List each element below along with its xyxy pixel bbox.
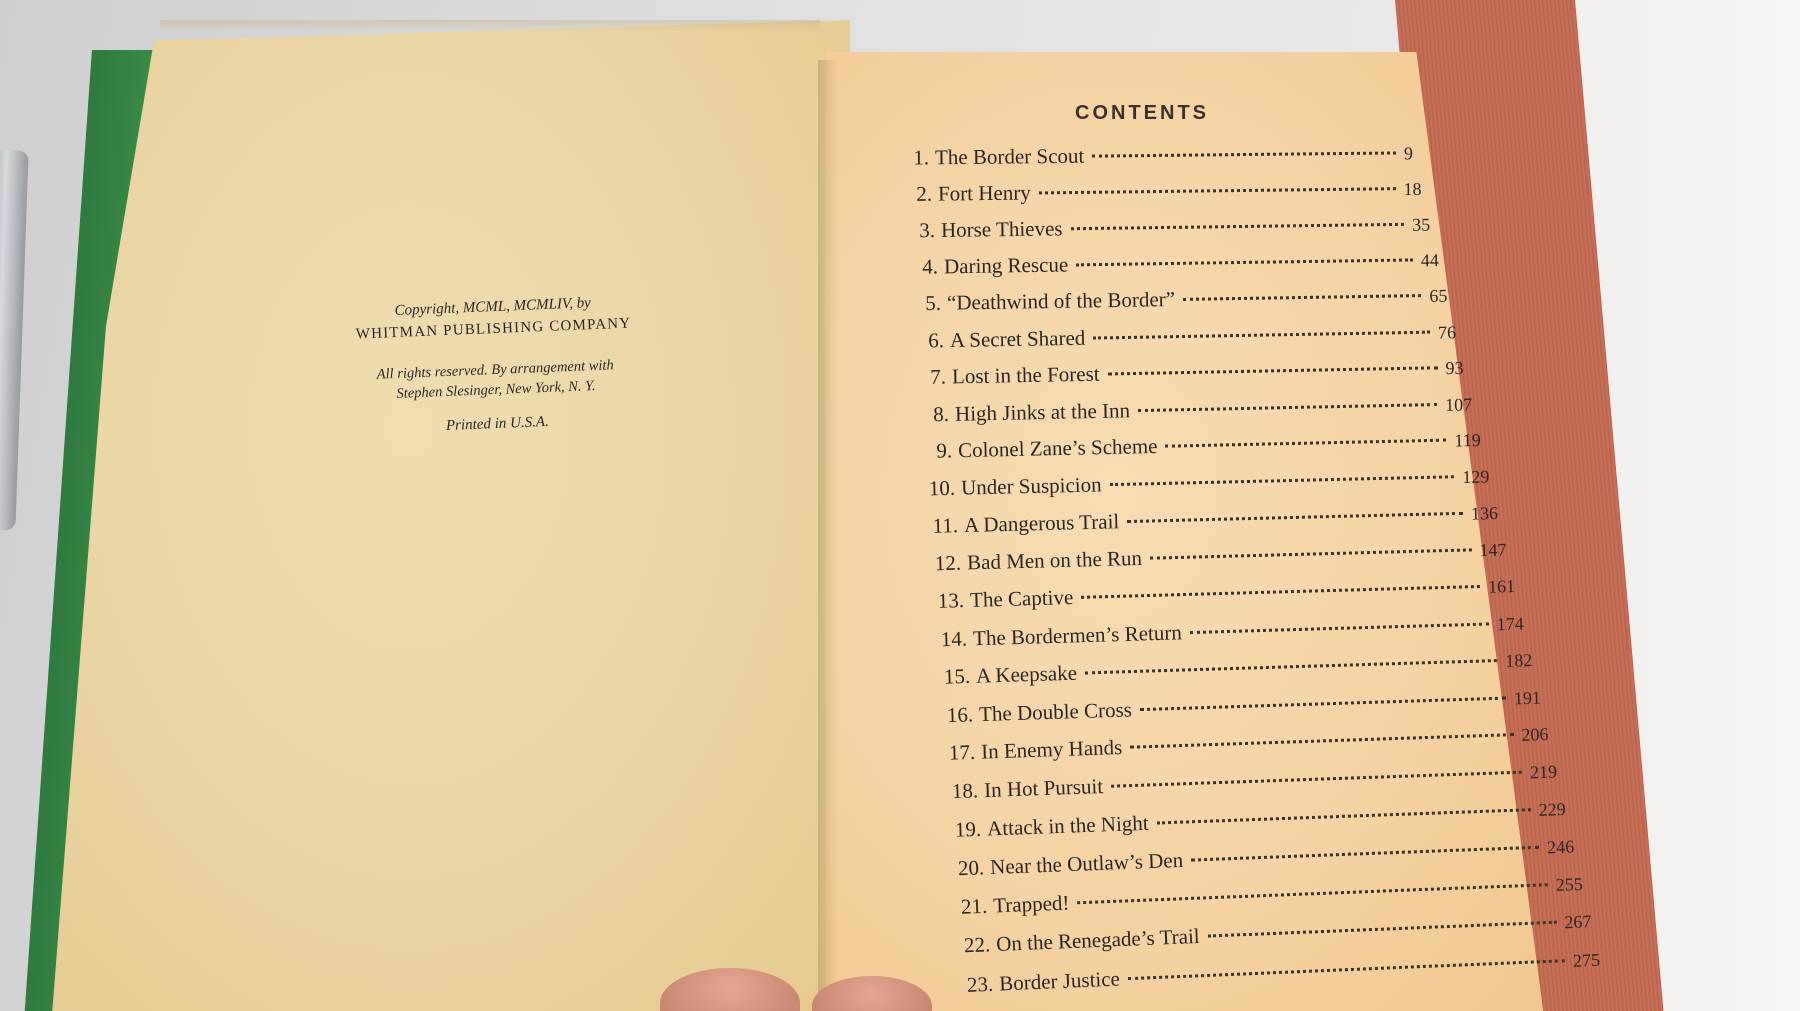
- rights-line-2: Stephen Slesinger, New York, N. Y.: [396, 377, 596, 402]
- toc-number: 11.: [932, 513, 959, 538]
- toc-number: 7.: [930, 364, 947, 389]
- toc-number: 13.: [937, 588, 965, 613]
- metal-object: [0, 149, 29, 530]
- toc-number: 1.: [913, 145, 930, 170]
- toc-number: 9.: [936, 438, 953, 463]
- toc-page-number: 255: [1555, 873, 1584, 895]
- toc-title: Trapped!: [992, 890, 1070, 918]
- toc-page-number: 147: [1479, 539, 1507, 561]
- toc-number: 16.: [946, 701, 973, 727]
- toc-page-number: 174: [1496, 613, 1524, 634]
- toc-title: A Keepsake: [975, 660, 1077, 688]
- toc-page-number: 206: [1521, 724, 1550, 746]
- toc-number: 4.: [921, 254, 938, 279]
- toc-page-number: 119: [1454, 430, 1482, 451]
- page-edge: [160, 20, 820, 32]
- dot-leader: [1150, 548, 1472, 559]
- toc-page-number: 76: [1437, 321, 1456, 343]
- toc-title: Attack in the Night: [986, 810, 1150, 841]
- toc-title: A Secret Shared: [949, 325, 1086, 352]
- toc-page-number: 93: [1445, 357, 1465, 379]
- copyright-line: Copyright, MCML, MCMLIV, by: [394, 295, 592, 319]
- toc-page-number: 267: [1563, 911, 1592, 933]
- dot-leader: [1111, 771, 1522, 788]
- toc-number: 22.: [963, 932, 991, 958]
- dot-leader: [1092, 151, 1396, 157]
- rights-line-1: All rights reserved. By arrangement with: [376, 357, 614, 383]
- toc-title: Horse Thieves: [940, 216, 1063, 242]
- toc-page-number: 275: [1572, 949, 1601, 971]
- book-gutter: [818, 60, 848, 1011]
- toc-title: On the Renegade’s Trail: [995, 924, 1200, 957]
- toc-page-number: 35: [1411, 214, 1431, 235]
- toc-page-number: 18: [1403, 178, 1422, 199]
- toc-page-number: 9: [1403, 143, 1414, 164]
- toc-title: In Hot Pursuit: [984, 773, 1104, 803]
- toc-number: 19.: [954, 816, 982, 842]
- toc-title: Colonel Zane’s Scheme: [957, 434, 1158, 463]
- dot-leader: [1191, 846, 1539, 862]
- toc-page-number: 246: [1546, 836, 1575, 858]
- toc-number: 20.: [957, 855, 985, 881]
- toc-title: “Deathwind of the Border”: [946, 287, 1175, 315]
- toc-title: In Enemy Hands: [981, 735, 1123, 764]
- toc-number: 15.: [943, 663, 971, 689]
- toc-number: 2.: [916, 181, 933, 206]
- toc-page-number: 219: [1529, 761, 1558, 783]
- toc-number: 23.: [966, 971, 994, 997]
- toc-title: Lost in the Forest: [952, 361, 1101, 389]
- toc-number: 21.: [960, 893, 988, 919]
- publisher-line: WHITMAN PUBLISHING COMPANY: [355, 315, 632, 343]
- dot-leader: [1157, 808, 1531, 824]
- toc-page-number: 191: [1513, 687, 1541, 708]
- toc-title: Daring Rescue: [943, 252, 1069, 279]
- toc-title: Near the Outlaw’s Den: [989, 847, 1184, 879]
- dot-leader: [1093, 330, 1430, 339]
- dot-leader: [1183, 294, 1421, 301]
- dot-leader: [1085, 659, 1497, 674]
- dot-leader: [1139, 696, 1505, 711]
- toc-title: High Jinks at the Inn: [955, 397, 1131, 426]
- toc-title: Bad Men on the Run: [966, 545, 1143, 575]
- toc-title: A Dangerous Trail: [963, 509, 1120, 538]
- toc-page-number: 107: [1445, 393, 1473, 415]
- dot-leader: [1166, 439, 1447, 448]
- dot-leader: [1070, 223, 1404, 230]
- dot-leader: [1189, 622, 1488, 634]
- toc-number: 18.: [951, 778, 979, 804]
- dot-leader: [1108, 366, 1438, 375]
- dot-leader: [1081, 585, 1480, 599]
- toc-number: 8.: [933, 401, 950, 426]
- toc-number: 14.: [940, 625, 968, 651]
- toc-number: 5.: [924, 290, 941, 316]
- copyright-block: [327, 289, 662, 439]
- toc-title: The Border Scout: [934, 143, 1085, 170]
- dot-leader: [1127, 512, 1463, 523]
- dot-leader: [1110, 475, 1455, 486]
- toc-number: 10.: [928, 475, 956, 501]
- toc-page-number: 229: [1538, 798, 1567, 820]
- toc-page-number: 136: [1470, 502, 1499, 524]
- toc-page-number: 129: [1462, 466, 1490, 488]
- dot-leader: [1076, 258, 1413, 266]
- toc-title: The Bordermen’s Return: [972, 619, 1182, 650]
- contents-title: CONTENTS: [1075, 102, 1209, 124]
- toc-number: 6.: [927, 327, 944, 352]
- toc-title: Border Justice: [998, 966, 1121, 996]
- toc-title: The Double Cross: [978, 696, 1132, 726]
- dot-leader: [1207, 921, 1556, 938]
- toc-title: The Captive: [969, 585, 1074, 613]
- dot-leader: [1131, 733, 1514, 749]
- dot-leader: [1138, 403, 1437, 412]
- toc-number: 3.: [918, 217, 935, 243]
- toc-number: 17.: [948, 739, 976, 765]
- toc-page-number: 161: [1487, 576, 1516, 597]
- toc-number: 12.: [934, 550, 962, 576]
- toc-title: Under Suspicion: [960, 472, 1102, 500]
- printed-line: Printed in U.S.A.: [445, 413, 550, 435]
- toc-page-number: 44: [1420, 250, 1439, 271]
- toc-page-number: 182: [1504, 649, 1533, 671]
- toc-page-number: 65: [1428, 285, 1448, 307]
- dot-leader: [1039, 187, 1396, 194]
- toc-title: Fort Henry: [937, 180, 1031, 206]
- left-page: [50, 20, 850, 1011]
